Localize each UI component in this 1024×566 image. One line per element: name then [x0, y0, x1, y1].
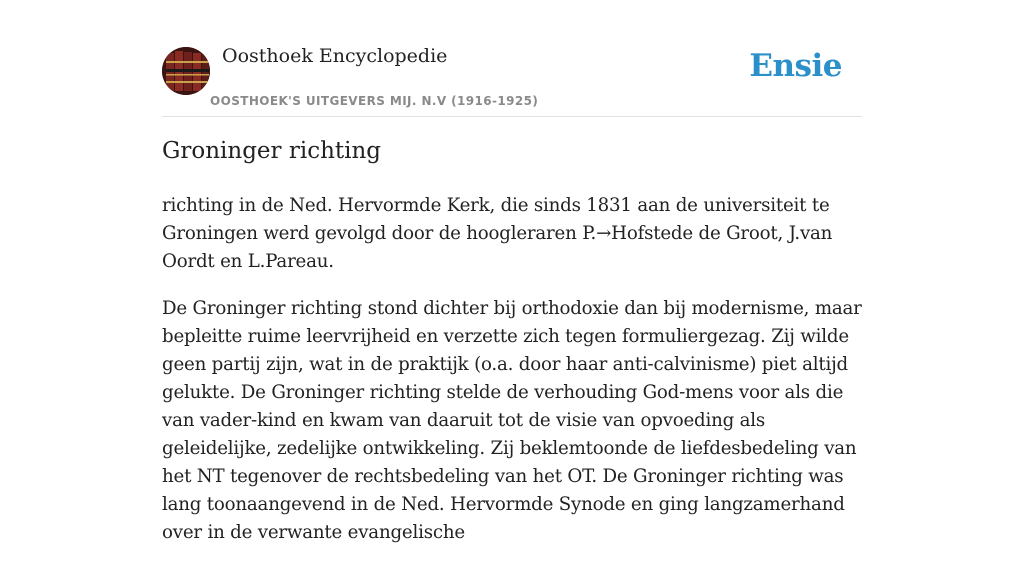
header — [162, 40, 862, 117]
article-body — [162, 192, 862, 566]
article-paragraph: De Groninger richting stond dichter bij orthodoxie dan bij modernisme, maar bepleitte ruime leervrijheid en verzette zich tegen formuliergezag. Zij wilde geen partij zijn, wat in de praktijk (o.a. door haar anti-calvinisme) piet altijd gelukte. De Groninger richting stelde de verhouding God-mens voor als die van vader-kind en kwam van daaruit tot de visie van opvoeding als geleidelijke, zedelijke ontwikkeling. Zij beklemtoonde de liefdesbedeling van het NT tegenover de rechtsbedeling van het OT. De Groninger richting was lang toonaangevend in de Ned. Hervormde Synode en ging langzamerhand over in de verwante evangelische — [162, 298, 862, 543]
article-title: Groninger richting — [162, 138, 382, 164]
publisher-label: OOSTHOEK'S UITGEVERS MIJ. N.V (1916-1925) — [210, 94, 539, 108]
article-paragraph: richting in de Ned. Hervormde Kerk, die sinds 1831 aan de universiteit te Groningen werd gevolgd door de hoogleraren P.→Hofstede de Groot, J.van Oordt en L.Pareau. — [162, 195, 833, 272]
publication-name[interactable]: Oosthoek Encyclopedie — [222, 45, 448, 67]
brand-logo[interactable]: Ensie — [749, 48, 842, 84]
encyclopedia-books-icon[interactable] — [162, 47, 210, 95]
